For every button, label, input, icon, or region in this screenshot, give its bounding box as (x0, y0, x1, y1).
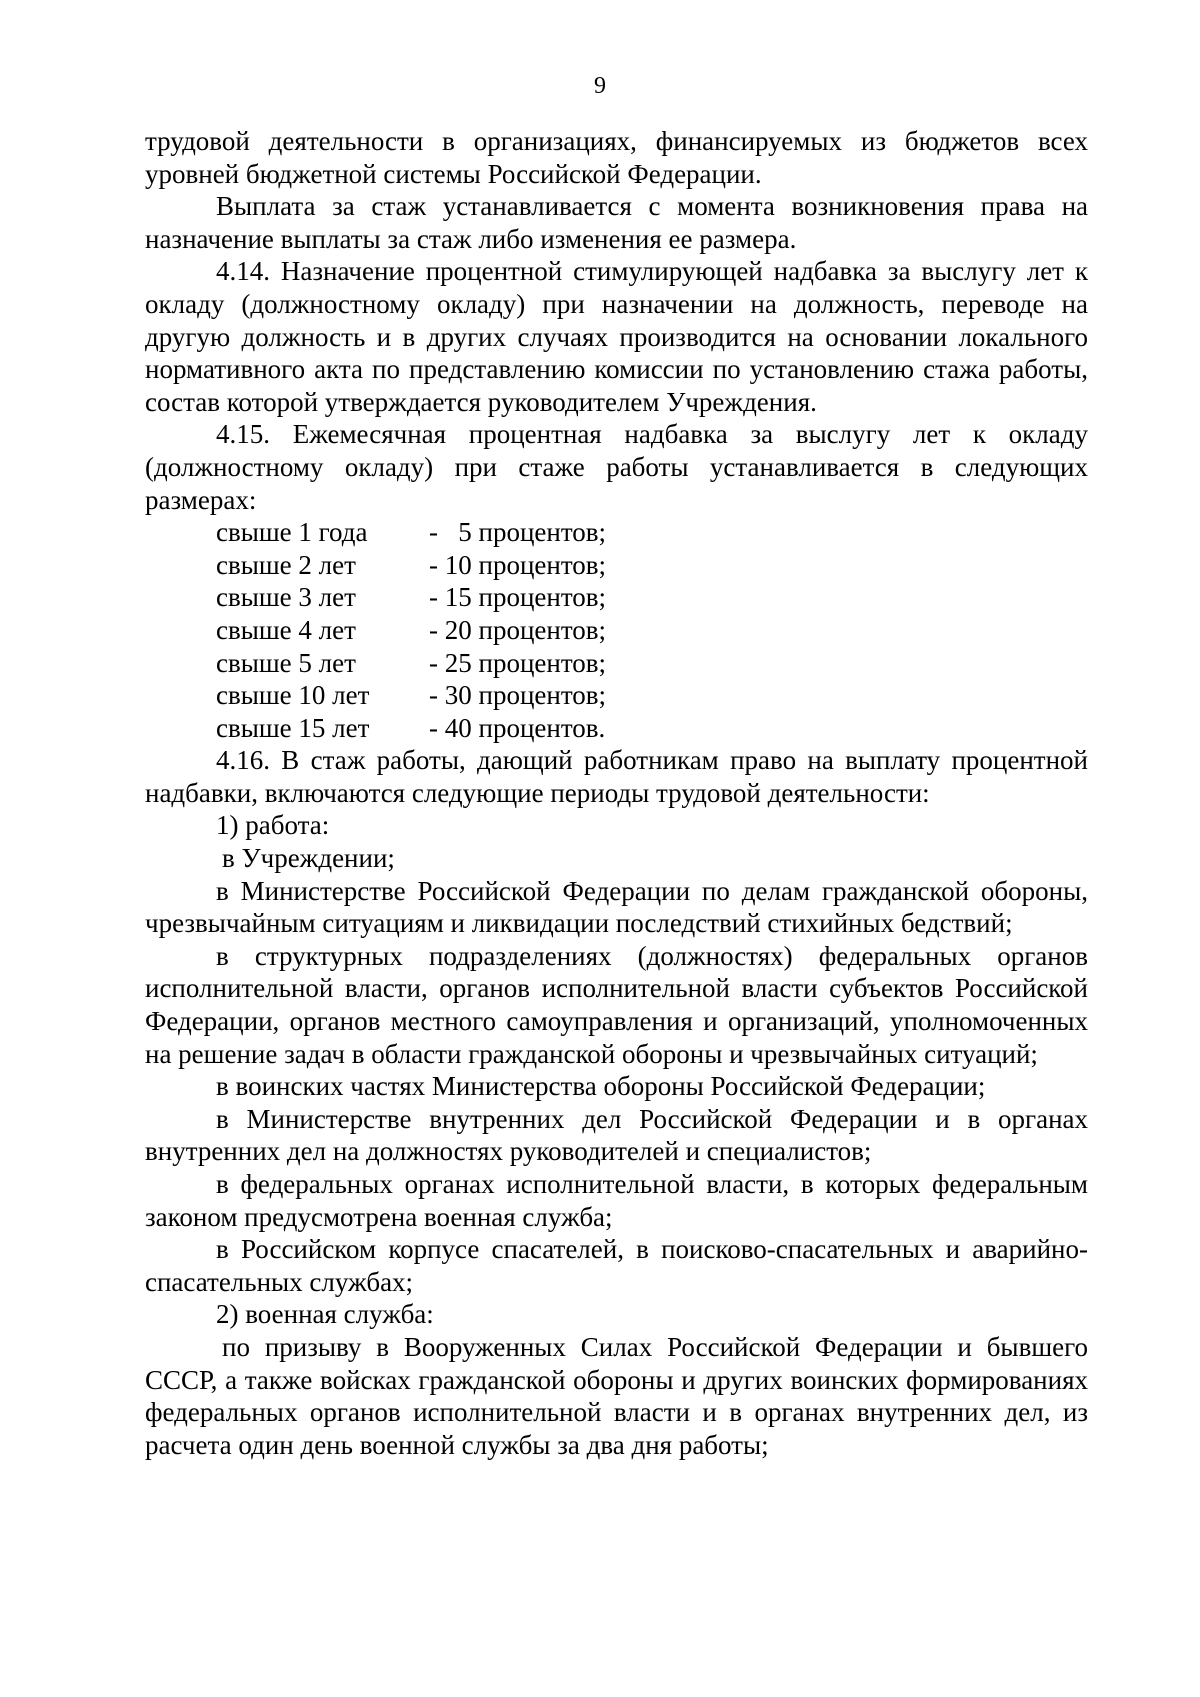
paragraph: 4.16. В стаж работы, дающий работникам право на выплату процентной надбавки, включаются следующие периоды трудовой деятельности: (145, 745, 1088, 808)
paragraph: трудовой деятельности в организациях, финансируемых из бюджетов всех уровней бюджетной системы Российской Федерации. (145, 126, 1088, 189)
service-rate: - 25 процентов; (429, 647, 607, 678)
page-number: 9 (594, 73, 606, 99)
service-term: свыше 1 года (216, 517, 368, 548)
service-rate-list (145, 516, 1088, 744)
document-body (145, 125, 1088, 1461)
paragraphs-before-list (145, 125, 1088, 516)
paragraph: в федеральных органах исполнительной власти, в которых федеральным законом предусмотрена военная служба; (145, 1169, 1088, 1232)
list-item (145, 647, 1088, 680)
paragraph: по призыву в Вооруженных Силах Российской Федерации и бывшего СССР, а также войсках гражданской обороны и других воинских формированиях федеральных органов исполнительной власти и в органах внутренних дел, из расчета один день военной службы за два дня работы; (145, 1331, 1088, 1460)
paragraph: в Министерстве Российской Федерации по делам гражданской обороны, чрезвычайным ситуациям и ликвидации последствий стихийных бедствий; (145, 875, 1088, 939)
service-rate: - 30 процентов; (429, 680, 607, 711)
service-rate: - 40 процентов. (429, 712, 606, 743)
list-item (145, 712, 1088, 745)
paragraph: в Министерстве внутренних дел Российской Федерации и в органах внутренних дел на должностях руководителей и специалистов; (145, 1103, 1088, 1167)
list-item (145, 516, 1088, 549)
paragraph: в воинских частях Министерства обороны Российской Федерации; (216, 1071, 986, 1102)
service-rate: - 5 процентов; (429, 517, 607, 548)
list-item (145, 679, 1088, 712)
service-rate: - 15 процентов; (429, 582, 607, 613)
list-item (145, 614, 1088, 647)
service-term: свыше 2 лет (216, 549, 356, 580)
paragraph: 1) работа: (216, 810, 330, 841)
list-item (145, 581, 1088, 614)
paragraph: 2) военная служба: (216, 1299, 434, 1330)
service-rate: - 10 процентов; (429, 549, 607, 580)
service-term: свыше 3 лет (216, 582, 356, 613)
paragraph: в Российском корпусе спасателей, в поисково-спасательных и аварийно-спасательных службах; (145, 1234, 1088, 1297)
service-term: свыше 10 лет (216, 680, 370, 711)
paragraph: в структурных подразделениях (должностях) федеральных органов исполнительной власти, органов исполнительной власти субъектов Российской Федерации, органов местного самоуправления и организаций, уполномоченных на решение задач в области гражданской обороны и чрезвычайных ситуаций; (145, 940, 1088, 1069)
service-term: свыше 4 лет (216, 614, 356, 645)
service-term: свыше 15 лет (216, 712, 370, 743)
service-term: свыше 5 лет (216, 647, 356, 678)
paragraphs-after-list (145, 744, 1088, 1461)
service-rate: - 20 процентов; (429, 614, 607, 645)
paragraph: Выплата за стаж устанавливается с момента возникновения права на назначение выплаты за стаж либо изменения ее размера. (145, 191, 1088, 254)
paragraph: 4.15. Ежемесячная процентная надбавка за выслугу лет к окладу (должностному окладу) при стаже работы устанавливается в следующих размерах: (145, 419, 1088, 515)
list-item (145, 549, 1088, 582)
paragraph: в Учреждении; (222, 843, 395, 874)
paragraph: 4.14. Назначение процентной стимулирующей надбавка за выслугу лет к окладу (должностному окладу) при назначении на должность, переводе на другую должность и в других случаях производится на основании локального нормативного акта по представлению комиссии по установлению стажа работы, состав которой утверждается руководителем Учреждения. (145, 256, 1088, 417)
